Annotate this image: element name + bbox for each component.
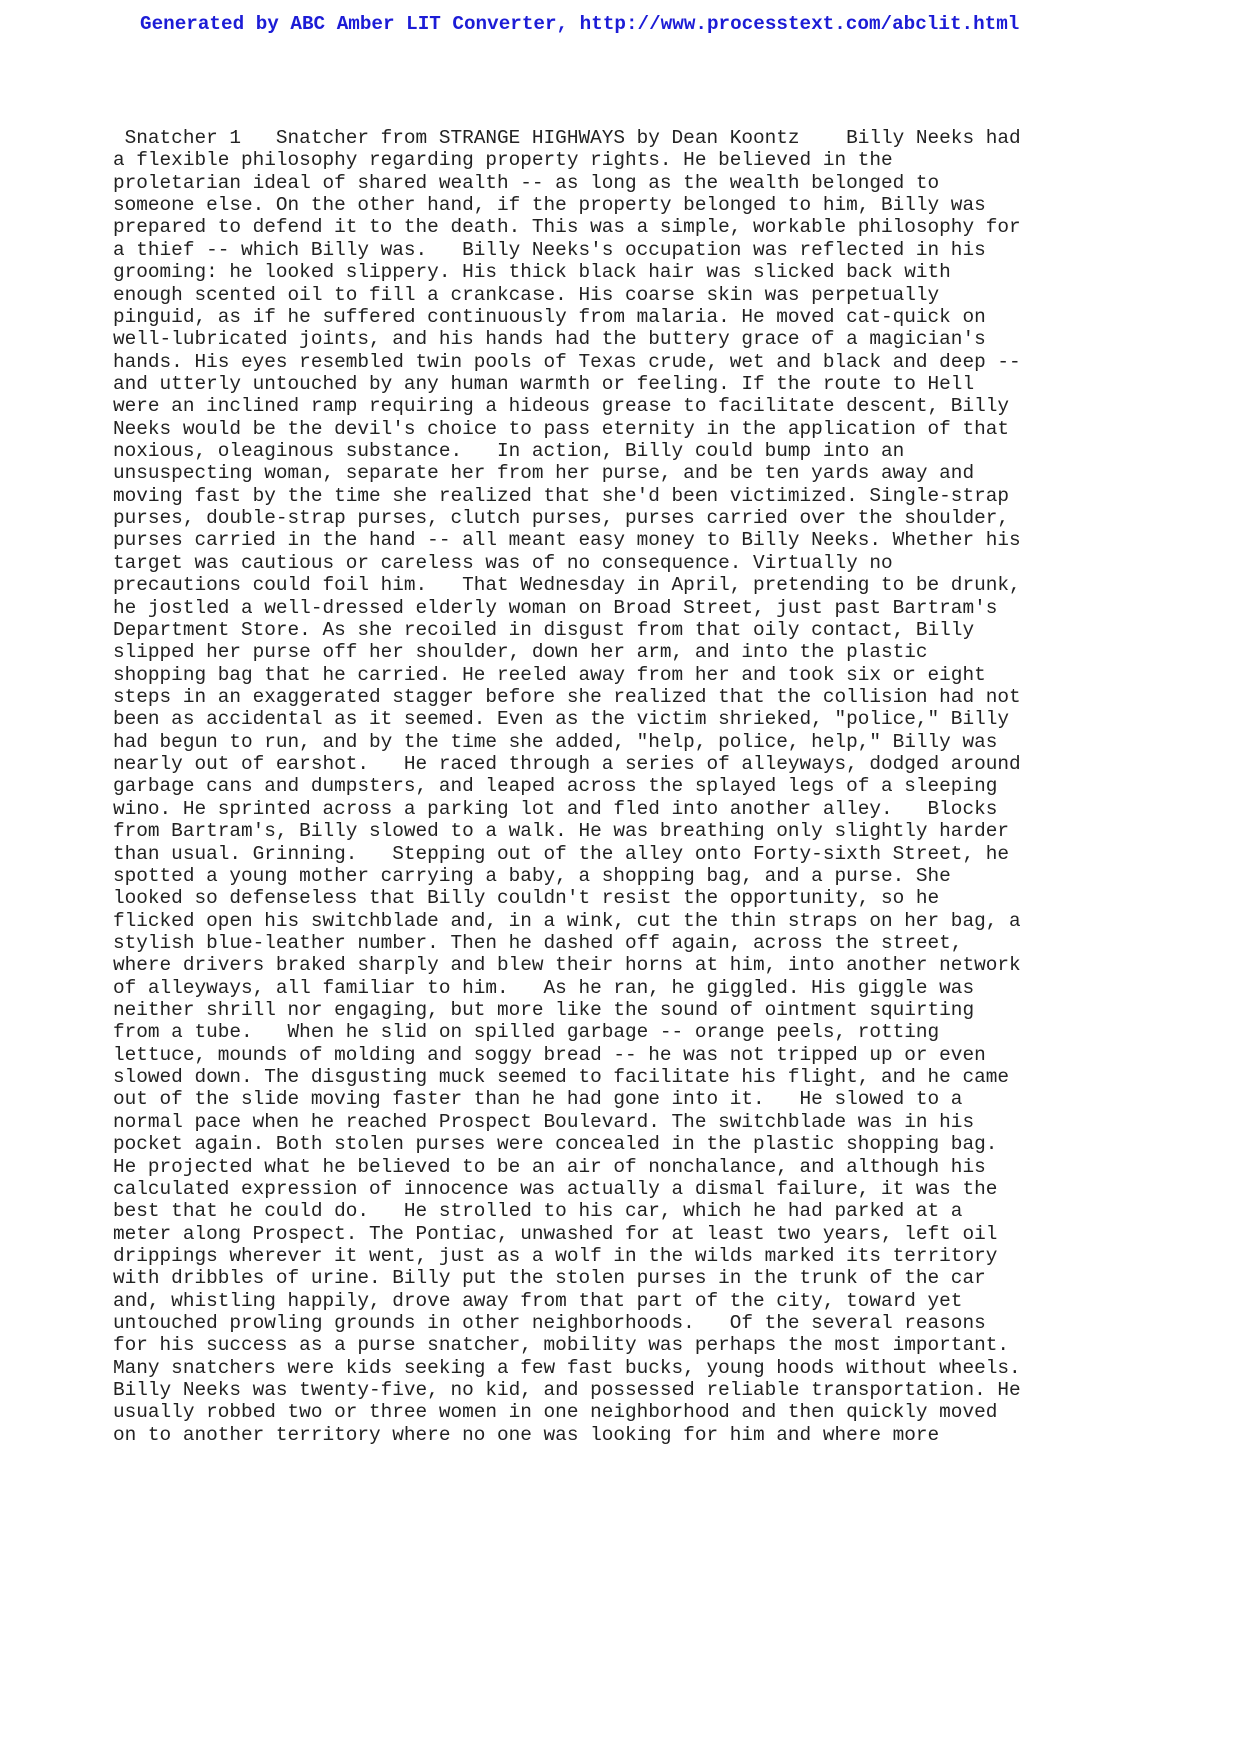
text-line: pocket again. Both stolen purses were concealed in the plastic shopping bag. bbox=[113, 1133, 998, 1156]
text-line: meter along Prospect. The Pontiac, unwashed for at least two years, left oil bbox=[113, 1222, 998, 1245]
text-line: grooming: he looked slippery. His thick black hair was slicked back with bbox=[113, 261, 951, 284]
text-line: spotted a young mother carrying a baby, a shopping bag, and a purse. She bbox=[113, 864, 951, 887]
text-line: looked so defenseless that Billy couldn't resist the opportunity, so he bbox=[113, 887, 940, 910]
text-line: normal pace when he reached Prospect Boulevard. The switchblade was in his bbox=[113, 1110, 975, 1133]
text-line: hands. His eyes resembled twin pools of Texas crude, wet and black and deep -- bbox=[113, 350, 1021, 373]
text-line: steps in an exaggerated stagger before she realized that the collision had not bbox=[113, 685, 1021, 708]
text-line: best that he could do. He strolled to his car, which he had parked at a bbox=[113, 1200, 963, 1223]
text-line: of alleyways, all familiar to him. As he ran, he giggled. His giggle was bbox=[113, 976, 975, 999]
text-line: purses carried in the hand -- all meant easy money to Billy Neeks. Whether his bbox=[113, 529, 1021, 552]
text-line: been as accidental as it seemed. Even as the victim shrieked, "police," Billy bbox=[113, 708, 1009, 731]
text-line: than usual. Grinning. Stepping out of the alley onto Forty-sixth Street, he bbox=[113, 842, 1009, 865]
text-line: pinguid, as if he suffered continuously from malaria. He moved cat-quick on bbox=[113, 305, 986, 328]
text-line: usually robbed two or three women in one neighborhood and then quickly moved bbox=[113, 1401, 998, 1424]
text-line: purses, double-strap purses, clutch purses, purses carried over the shoulder, bbox=[113, 507, 1009, 530]
document-body bbox=[113, 127, 1021, 1446]
text-line: neither shrill nor engaging, but more like the sound of ointment squirting bbox=[113, 999, 975, 1022]
text-line: precautions could foil him. That Wednesday in April, pretending to be drunk, bbox=[113, 574, 1021, 597]
text-line: stylish blue-leather number. Then he dashed off again, across the street, bbox=[113, 931, 963, 954]
text-line: nearly out of earshot. He raced through a series of alleyways, dodged around bbox=[113, 753, 1021, 776]
text-line: from Bartram's, Billy slowed to a walk. He was breathing only slightly harder bbox=[113, 820, 1009, 843]
text-line: prepared to defend it to the death. This was a simple, workable philosophy for bbox=[113, 216, 1021, 239]
text-line: where drivers braked sharply and blew their horns at him, into another network bbox=[113, 954, 1021, 977]
text-line: a flexible philosophy regarding property rights. He believed in the bbox=[113, 149, 893, 172]
text-line: slowed down. The disgusting muck seemed to facilitate his flight, and he came bbox=[113, 1066, 1009, 1089]
text-line: were an inclined ramp requiring a hideous grease to facilitate descent, Billy bbox=[113, 395, 1009, 418]
text-line: Many snatchers were kids seeking a few fast bucks, young hoods without wheels. bbox=[113, 1356, 1021, 1379]
text-line: out of the slide moving faster than he had gone into it. He slowed to a bbox=[113, 1088, 963, 1111]
text-line: slipped her purse off her shoulder, down her arm, and into the plastic bbox=[113, 641, 928, 664]
text-line: for his success as a purse snatcher, mobility was perhaps the most important. bbox=[113, 1334, 1009, 1357]
text-line: moving fast by the time she realized that she'd been victimized. Single-strap bbox=[113, 484, 1009, 507]
text-line: target was cautious or careless was of no consequence. Virtually no bbox=[113, 551, 893, 574]
text-line: Neeks would be the devil's choice to pass eternity in the application of that bbox=[113, 417, 1009, 440]
text-line: untouched prowling grounds in other neighborhoods. Of the several reasons bbox=[113, 1312, 986, 1335]
text-line: noxious, oleaginous substance. In action, Billy could bump into an bbox=[113, 440, 905, 463]
text-line: calculated expression of innocence was actually a dismal failure, it was the bbox=[113, 1177, 998, 1200]
text-line: a thief -- which Billy was. Billy Neeks's occupation was reflected in his bbox=[113, 238, 986, 261]
text-line: Billy Neeks was twenty-five, no kid, and possessed reliable transportation. He bbox=[113, 1379, 1021, 1402]
converter-banner: Generated by ABC Amber LIT Converter, http://www.processtext.com/abclit.html bbox=[140, 13, 1020, 35]
text-line: drippings wherever it went, just as a wolf in the wilds marked its territory bbox=[113, 1244, 998, 1267]
text-line: and, whistling happily, drove away from that part of the city, toward yet bbox=[113, 1289, 963, 1312]
text-line: lettuce, mounds of molding and soggy bread -- he was not tripped up or even bbox=[113, 1043, 986, 1066]
text-line: flicked open his switchblade and, in a wink, cut the thin straps on her bag, a bbox=[113, 909, 1021, 932]
text-line: from a tube. When he slid on spilled garbage -- orange peels, rotting bbox=[113, 1021, 940, 1044]
text-line: wino. He sprinted across a parking lot and fled into another alley. Blocks bbox=[113, 797, 998, 820]
text-line: unsuspecting woman, separate her from her purse, and be ten yards away and bbox=[113, 462, 975, 485]
text-line: Snatcher 1 Snatcher from STRANGE HIGHWAYS by Dean Koontz Billy Neeks had bbox=[113, 127, 1021, 149]
text-line: Department Store. As she recoiled in disgust from that oily contact, Billy bbox=[113, 618, 975, 641]
text-line: on to another territory where no one was looking for him and where more bbox=[113, 1423, 940, 1446]
text-line: enough scented oil to fill a crankcase. His coarse skin was perpetually bbox=[113, 283, 940, 306]
text-line: He projected what he believed to be an air of nonchalance, and although his bbox=[113, 1155, 986, 1178]
text-line: shopping bag that he carried. He reeled away from her and took six or eight bbox=[113, 663, 986, 686]
text-line: proletarian ideal of shared wealth -- as long as the wealth belonged to bbox=[113, 171, 940, 194]
text-line: someone else. On the other hand, if the property belonged to him, Billy was bbox=[113, 194, 986, 217]
text-line: and utterly untouched by any human warmth or feeling. If the route to Hell bbox=[113, 372, 975, 395]
text-line: had begun to run, and by the time she added, "help, police, help," Billy was bbox=[113, 730, 998, 753]
text-line: he jostled a well-dressed elderly woman on Broad Street, just past Bartram's bbox=[113, 596, 998, 619]
text-line: garbage cans and dumpsters, and leaped across the splayed legs of a sleeping bbox=[113, 775, 998, 798]
text-line: with dribbles of urine. Billy put the stolen purses in the trunk of the car bbox=[113, 1267, 986, 1290]
text-line: well-lubricated joints, and his hands had the buttery grace of a magician's bbox=[113, 328, 986, 351]
